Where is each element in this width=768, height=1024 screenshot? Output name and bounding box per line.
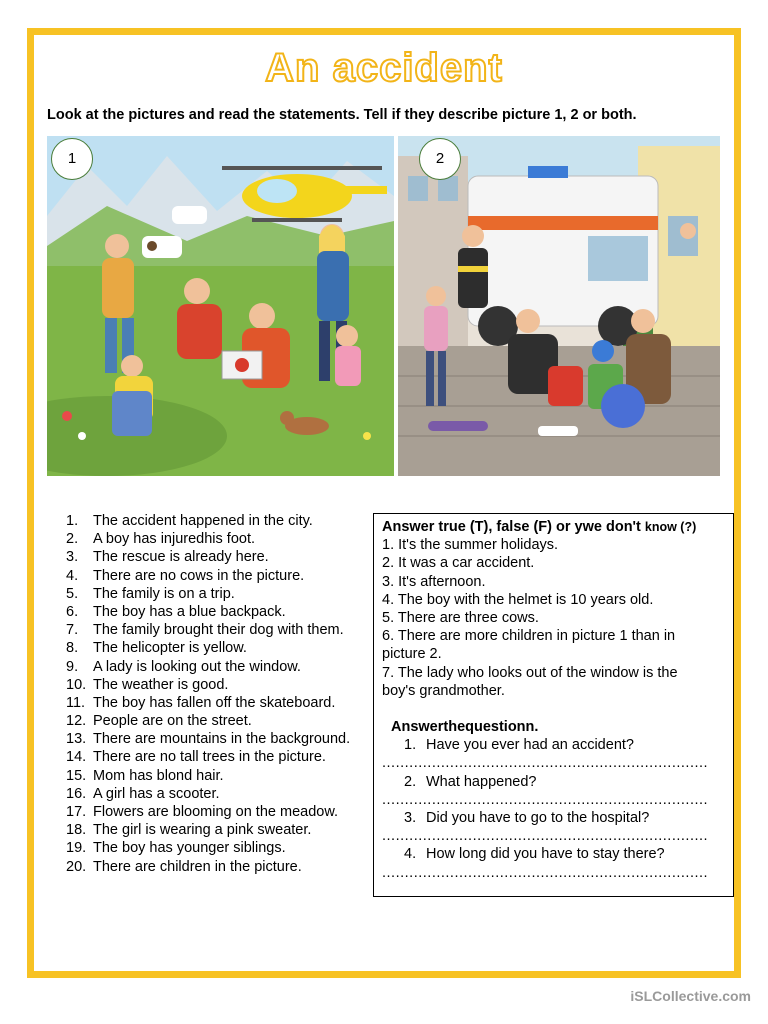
statement-text: People are on the street. (93, 713, 252, 730)
statement-number: 5. (66, 585, 79, 602)
question-number: 4. (404, 846, 417, 863)
statement-item (66, 548, 371, 566)
statement-number: 16. (66, 785, 87, 802)
statement-item (66, 821, 371, 839)
question-text: Did you have to go to the hospital? (426, 809, 650, 826)
statement-item (66, 585, 371, 603)
statement-item (66, 512, 371, 530)
statement-number: 6. (66, 603, 79, 620)
statement-number: 12. (66, 713, 87, 730)
statement-item (66, 603, 371, 621)
statement-item (66, 803, 371, 821)
picture-2-street-scene (398, 136, 720, 476)
statement-text: The girl is wearing a pink sweater. (93, 822, 312, 839)
statement-item (66, 530, 371, 548)
question-item (382, 845, 725, 881)
question-item (382, 773, 725, 809)
statement-number: 10. (66, 676, 87, 693)
true-false-item: picture 2. (382, 646, 442, 663)
statement-item (66, 694, 371, 712)
statement-item (66, 567, 371, 585)
footer-credit: iSLCollective.com (630, 988, 751, 1004)
true-false-item: 6. There are more children in picture 1 than in (382, 628, 676, 645)
statement-item (66, 858, 371, 876)
statement-number: 19. (66, 840, 87, 857)
statement-text: There are children in the picture. (93, 858, 302, 875)
questions-list (382, 736, 725, 882)
question-text: How long did you have to stay there? (426, 846, 665, 863)
answer-line[interactable]: ........................................................................ (382, 828, 709, 845)
picture-1-meadow-scene (47, 136, 394, 476)
statement-number: 3. (66, 549, 79, 566)
statement-number: 2. (66, 531, 79, 548)
instructions: Look at the pictures and read the statements. Tell if they describe picture 1, 2 or both. (47, 107, 637, 123)
statement-number: 13. (66, 731, 87, 748)
page-title: An accident (265, 46, 503, 90)
question-number: 1. (404, 737, 417, 754)
statement-text: A boy has injuredhis foot. (93, 531, 256, 548)
statement-number: 8. (66, 640, 79, 657)
question-item (382, 736, 725, 772)
true-false-item: 1. It's the summer holidays. (382, 537, 559, 554)
statement-item (66, 712, 371, 730)
statement-text: The rescue is already here. (93, 549, 269, 566)
statement-text: The family brought their dog with them. (93, 622, 344, 639)
statement-item (66, 839, 371, 857)
statement-number: 9. (66, 658, 79, 675)
questions-heading: Answerthequestionn. (391, 719, 539, 736)
statement-text: A lady is looking out the window. (93, 658, 301, 675)
answer-line[interactable]: ........................................................................ (382, 755, 709, 772)
statement-item (66, 639, 371, 657)
question-number: 3. (404, 809, 417, 826)
statement-text: The family is on a trip. (93, 585, 235, 602)
statement-number: 14. (66, 749, 87, 766)
statement-number: 20. (66, 858, 87, 875)
true-false-item: 3. It's afternoon. (382, 573, 486, 590)
question-text: What happened? (426, 773, 537, 790)
answer-line[interactable]: ........................................................................ (382, 791, 709, 808)
statement-text: The boy has younger siblings. (93, 840, 286, 857)
statement-number: 1. (66, 513, 79, 529)
statement-number: 4. (66, 567, 79, 584)
statements-list (66, 512, 371, 876)
true-false-heading: Answer true (T), false (F) or ywe don't know (?) (382, 519, 697, 535)
statement-number: 15. (66, 767, 87, 784)
statement-text: There are mountains in the background. (93, 731, 351, 748)
statement-text: Flowers are blooming on the meadow. (93, 804, 339, 820)
statement-item (66, 785, 371, 803)
statement-text: The boy has a blue backpack. (93, 603, 286, 620)
statement-text: The helicopter is yellow. (93, 640, 247, 657)
answer-box (373, 513, 734, 897)
true-false-item: 7. The lady who looks out of the window is the (382, 664, 678, 681)
statement-text: There are no tall trees in the picture. (93, 749, 326, 766)
true-false-item: 2. It was a car accident. (382, 555, 535, 572)
question-item (382, 809, 725, 845)
statement-item (66, 621, 371, 639)
picture-2-badge: 2 (419, 138, 461, 180)
statement-text: A girl has a scooter. (93, 785, 220, 802)
statement-item (66, 748, 371, 766)
statement-item (66, 767, 371, 785)
statement-text: Mom has blond hair. (93, 767, 224, 784)
true-false-item: boy's grandmother. (382, 682, 505, 699)
statement-item (66, 658, 371, 676)
statement-text: There are no cows in the picture. (93, 567, 305, 584)
statement-item (66, 730, 371, 748)
statement-item (66, 676, 371, 694)
statement-text: The accident happened in the city. (93, 513, 313, 529)
true-false-item: 4. The boy with the helmet is 10 years old. (382, 591, 654, 608)
statement-number: 18. (66, 822, 87, 839)
statement-text: The weather is good. (93, 676, 229, 693)
true-false-list (382, 536, 725, 700)
statement-number: 11. (66, 694, 86, 711)
picture-1-badge: 1 (51, 138, 93, 180)
statement-number: 7. (66, 622, 79, 639)
statement-number: 17. (66, 804, 87, 820)
answer-line[interactable]: ........................................................................ (382, 864, 709, 881)
question-number: 2. (404, 773, 417, 790)
statement-text: The boy has fallen off the skateboard. (93, 694, 336, 711)
true-false-item: 5. There are three cows. (382, 610, 539, 627)
question-text: Have you ever had an accident? (426, 737, 634, 754)
